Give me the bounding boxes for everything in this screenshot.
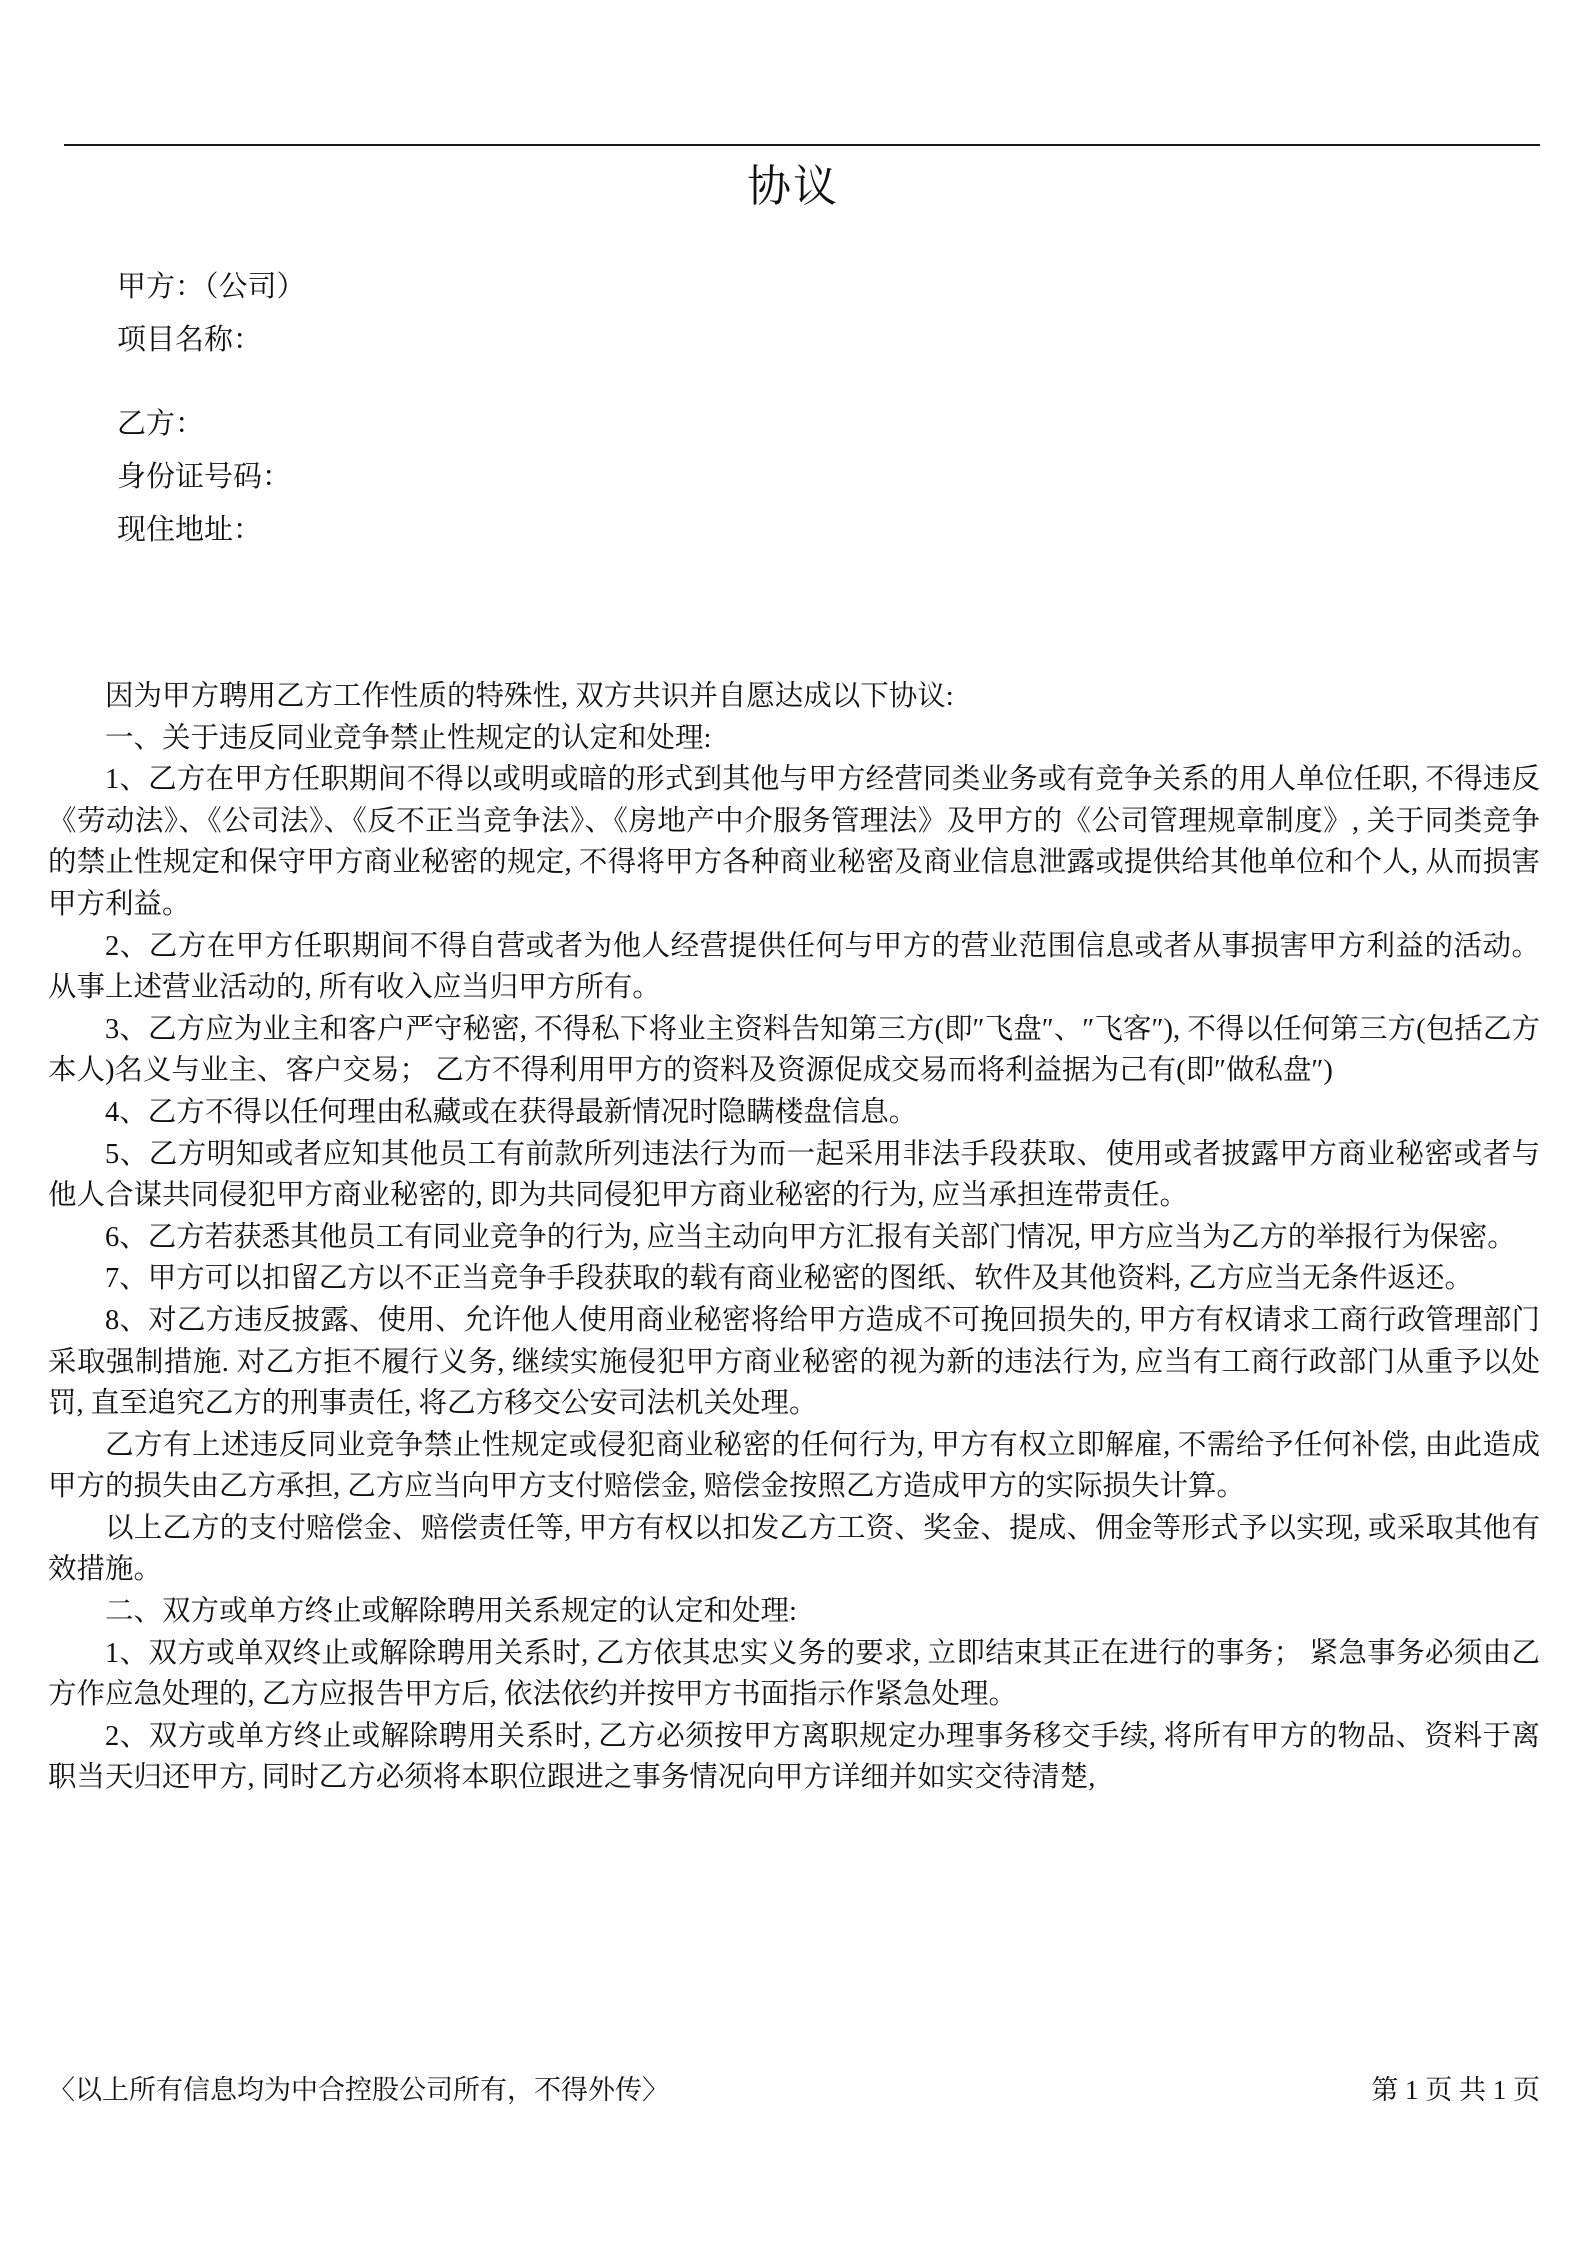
body-paragraph: 1、乙方在甲方任职期间不得以或明或暗的形式到其他与甲方经营同类业务或有竞争关系的用人单位任职, 不得违反《劳动法》、《公司法》、《反不正当竞争法》、《房地产中介服务管理法》及甲方的《公司管理规章制度》, 关于同类竞争的禁止性规定和保守甲方商业秘密的规定, 不得将甲方各种商业秘密及商业信息泄露或提供给其他单位和个人, 从而损害甲方利益。 (48, 764, 1540, 920)
body-paragraph: 二、双方或单方终止或解除聘用关系规定的认定和处理: (105, 1596, 797, 1628)
body-paragraph: 1、双方或单双终止或解除聘用关系时, 乙方依其忠实义务的要求, 立即结束其正在进行的事务； 紧急事务必须由乙方作应急处理的, 乙方应报告甲方后, 依法依约并按甲方书面指示作紧急处理。 (48, 1637, 1540, 1711)
body-paragraph: 2、乙方在甲方任职期间不得自营或者为他人经营提供任何与甲方的营业范围信息或者从事损害甲方利益的活动。从事上述营业活动的, 所有收入应当归甲方所有。 (48, 930, 1540, 1004)
body-paragraph: 一、关于违反同业竞争禁止性规定的认定和处理: (105, 722, 712, 754)
page-title: 协议 (747, 162, 839, 211)
body-paragraph: 5、乙方明知或者应知其他员工有前款所列违法行为而一起采用非法手段获取、使用或者披露甲方商业秘密或者与他人合谋共同侵犯甲方商业秘密的, 即为共同侵犯甲方商业秘密的行为, 应当承担连带责任。 (48, 1138, 1540, 1212)
body-paragraph: 3、乙方应为业主和客户严守秘密, 不得私下将业主资料告知第三方(即″飞盘″、″飞客″), 不得以任何第三方(包括乙方本人)名义与业主、客户交易； 乙方不得利用甲方的资料及资源促成交易而将利益据为己有(即″做私盘″) (48, 1013, 1540, 1087)
header-rule (64, 144, 1540, 146)
body-paragraph: 以上乙方的支付赔偿金、赔偿责任等, 甲方有权以扣发乙方工资、奖金、提成、佣金等形式予以实现, 或采取其他有效措施。 (48, 1512, 1540, 1586)
page-footer (48, 2068, 1540, 2107)
body-paragraph: 6、乙方若获悉其他员工有同业竞争的行为, 应当主动向甲方汇报有关部门情况, 甲方应当为乙方的举报行为保密。 (105, 1221, 1516, 1253)
agreement-body (48, 676, 1540, 1799)
field-party-b: 乙方： (117, 408, 205, 440)
field-address: 现住地址： (117, 514, 263, 546)
field-project-name: 项目名称： (117, 324, 263, 356)
field-id-number: 身份证号码： (117, 461, 292, 493)
body-paragraph: 4、乙方不得以任何理由私藏或在获得最新情况时隐瞒楼盘信息。 (105, 1096, 918, 1128)
body-paragraph: 8、对乙方违反披露、使用、允许他人使用商业秘密将给甲方造成不可挽回损失的, 甲方有权请求工商行政管理部门采取强制措施. 对乙方拒不履行义务, 继续实施侵犯甲方商业秘密的视为新的违法行为, 应当有工商行政部门从重予以处罚, 直至追究乙方的刑事责任, 将乙方移交公安司法机关处理。 (48, 1304, 1540, 1420)
field-party-a: 甲方：（公司） (117, 271, 306, 303)
body-paragraph: 7、甲方可以扣留乙方以不正当竞争手段获取的载有商业秘密的图纸、软件及其他资料, 乙方应当无条件返还。 (105, 1263, 1474, 1295)
body-paragraph: 2、双方或单方终止或解除聘用关系时, 乙方必须按甲方离职规定办理事务移交手续, 将所有甲方的物品、资料于离职当天归还甲方, 同时乙方必须将本职位跟进之事务情况向甲方详细并如实交待清楚, (48, 1720, 1540, 1794)
body-paragraph: 乙方有上述违反同业竞争禁止性规定或侵犯商业秘密的任何行为, 甲方有权立即解雇, 不需给予任何补偿, 由此造成甲方的损失由乙方承担, 乙方应当向甲方支付赔偿金, 赔偿金按照乙方造成甲方的实际损失计算。 (48, 1429, 1540, 1503)
footer-confidentiality-note: 〈以上所有信息均为中合控股公司所有，不得外传〉 (48, 2075, 669, 2105)
body-paragraph: 因为甲方聘用乙方工作性质的特殊性, 双方共识并自愿达成以下协议: (105, 681, 954, 712)
footer-page-number: 第 1 页 共 1 页 (1371, 2075, 1540, 2105)
header-fields (117, 272, 306, 568)
